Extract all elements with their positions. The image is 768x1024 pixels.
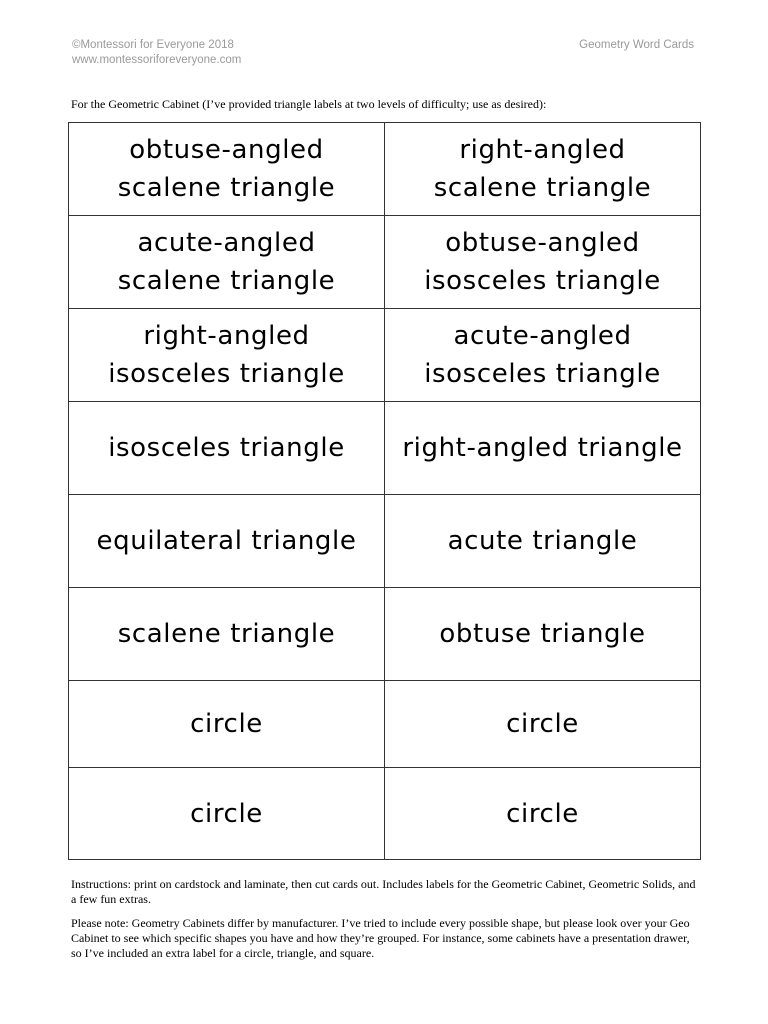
word-card: acute triangle xyxy=(385,495,701,588)
word-card: scalene triangle xyxy=(69,588,385,681)
intro-text: For the Geometric Cabinet (I’ve provided triangle labels at two levels of difficulty; use as desired): xyxy=(71,97,547,111)
card-row xyxy=(69,123,701,216)
word-card: obtuse-angled scalene triangle xyxy=(69,123,385,216)
word-card: obtuse-angled isosceles triangle xyxy=(385,216,701,309)
word-card: circle xyxy=(69,768,385,860)
word-card: circle xyxy=(69,681,385,768)
card-row xyxy=(69,402,701,495)
word-card: right-angled isosceles triangle xyxy=(69,309,385,402)
note-text: Please note: Geometry Cabinets differ by manufacturer. I’ve tried to include every possible shape, but please look over your Geo Cabinet to see which specific shapes you have and how they’re grouped. For instance, some cabinets have a presentation drawer, so I’ve included an extra label for a circle, triangle, and square. xyxy=(71,916,690,960)
website-text: www.montessoriforeveryone.com xyxy=(72,54,242,66)
word-card: acute-angled isosceles triangle xyxy=(385,309,701,402)
instructions-text: Instructions: print on cardstock and laminate, then cut cards out. Includes labels for the Geometric Cabinet, Geometric Solids, and a few fun extras. xyxy=(71,877,696,906)
copyright-text: ©Montessori for Everyone 2018 xyxy=(72,39,234,51)
word-card: circle xyxy=(385,681,701,768)
word-card: right-angled triangle xyxy=(385,402,701,495)
word-card: equilateral triangle xyxy=(69,495,385,588)
header-left xyxy=(72,38,241,68)
word-card: acute-angled scalene triangle xyxy=(69,216,385,309)
word-card: isosceles triangle xyxy=(69,402,385,495)
card-row xyxy=(69,495,701,588)
word-card: right-angled scalene triangle xyxy=(385,123,701,216)
card-row xyxy=(69,681,701,768)
card-row xyxy=(69,216,701,309)
card-row xyxy=(69,588,701,681)
document-title: Geometry Word Cards xyxy=(579,39,694,51)
word-card: obtuse triangle xyxy=(385,588,701,681)
word-cards-table xyxy=(68,122,701,860)
word-card: circle xyxy=(385,768,701,860)
card-row xyxy=(69,768,701,860)
card-row xyxy=(69,309,701,402)
